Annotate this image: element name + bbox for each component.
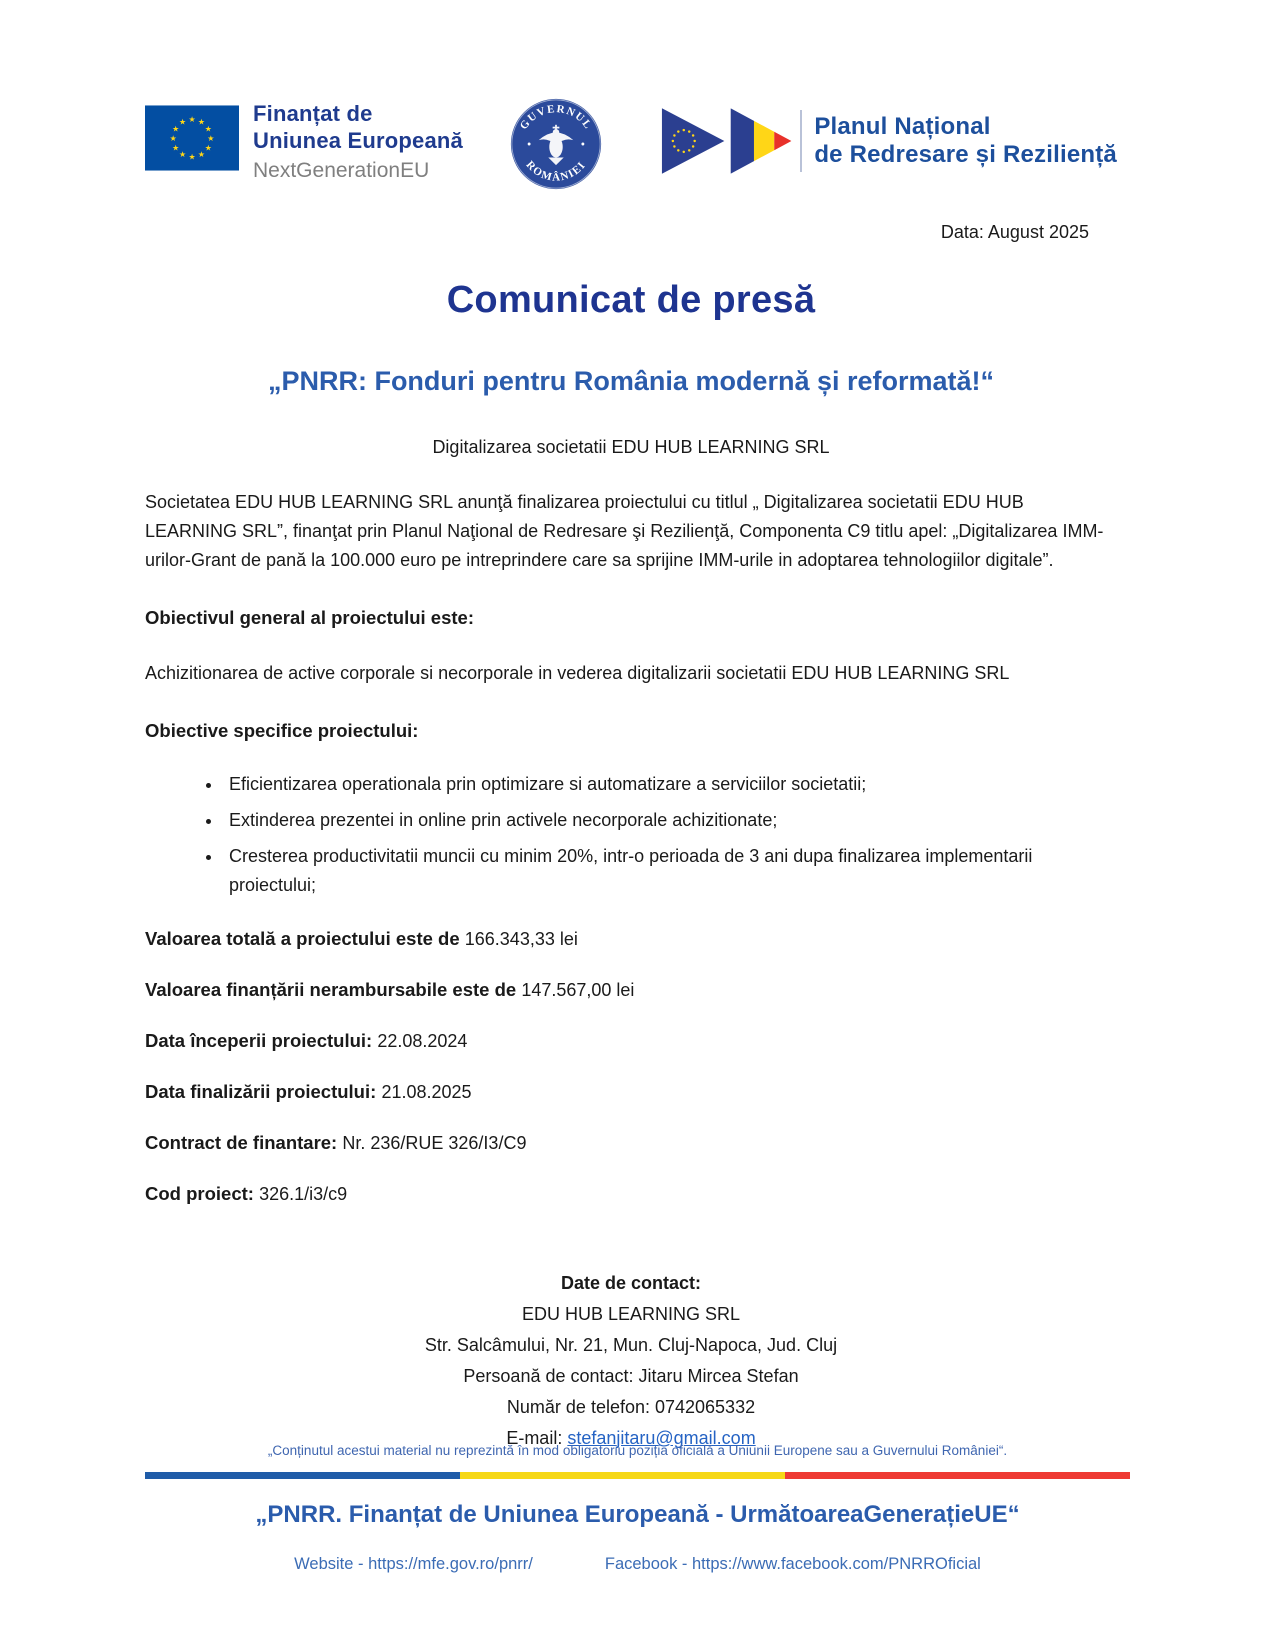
pnrr-arrows-icon (648, 102, 796, 180)
svg-text:★: ★ (179, 117, 187, 127)
contact-person: Persoană de contact: Jitaru Mircea Stefan (463, 1366, 799, 1386)
seal-top-text: GUVERNUL (517, 103, 594, 132)
svg-text:★: ★ (179, 150, 187, 160)
tricolor-divider (145, 1472, 1130, 1479)
eu-funding-label (253, 96, 463, 184)
svg-text:★: ★ (204, 124, 212, 134)
eu-funding-line2: Uniunea Europeană (253, 128, 463, 153)
tricolor-yellow-segment (460, 1472, 785, 1479)
pnrr-logo-label (814, 113, 1117, 169)
press-release-title: Comunicat de presă (446, 279, 816, 321)
eu-funding-logo (145, 96, 463, 184)
footer (0, 1443, 1275, 1574)
project-title: Digitalizarea societatii EDU HUB LEARNING SRL (432, 437, 830, 457)
detail-row (145, 927, 1117, 951)
detail-value: 22.08.2024 (377, 1031, 468, 1051)
website-link[interactable]: Website - https://mfe.gov.ro/pnrr/ (294, 1555, 533, 1573)
detail-value: 21.08.2025 (381, 1082, 472, 1102)
detail-label: Data finalizării proiectului: (145, 1081, 377, 1102)
objective-bullet-item: • Extinderea prezentei in online prin activele necorporale achizitionate; (223, 806, 1117, 835)
intro-paragraph: Societatea EDU HUB LEARNING SRL anunţă finalizarea proiectului cu titlul „ Digitalizarea societatii EDU HUB LEARNING SRL”, finanţat prin Planul Naţional de Redresare şi Rezilienţă, Componenta C9 titlu apel: „Digitalizarea IMM-urilor-Grant de pană la 100.000 euro pe intreprindere care sa sprijine IMM-urile in adoptarea tehnologiilor digitale”. (145, 492, 1104, 570)
svg-text:★: ★ (169, 133, 177, 143)
contact-company: EDU HUB LEARNING SRL (521, 1304, 741, 1324)
svg-text:★: ★ (188, 115, 196, 125)
detail-value: 166.343,33 lei (464, 929, 578, 949)
detail-row (145, 1029, 1117, 1053)
svg-text:★: ★ (172, 143, 180, 153)
objective-bullet-list (145, 770, 1117, 900)
detail-value: 147.567,00 lei (521, 980, 635, 1000)
detail-row (145, 1131, 1117, 1155)
detail-row (145, 1080, 1117, 1104)
objective-bullet-item: • Cresterea productivitatii muncii cu minim 20%, intr-o perioada de 3 ani dupa finalizarea implementarii proiectului; (223, 842, 1117, 900)
detail-row (145, 1182, 1117, 1206)
specific-objectives-heading: Obiective specifice proiectului: (145, 720, 419, 741)
pnrr-label-line1: Planul Național (814, 113, 991, 140)
detail-value: 326.1/i3/c9 (259, 1184, 348, 1204)
svg-text:★: ★ (172, 124, 180, 134)
seal-bottom-text: ROMÂNIEI (523, 158, 589, 184)
footer-links-row (0, 1555, 1275, 1574)
svg-text:★: ★ (197, 150, 205, 160)
tricolor-red-segment (785, 1472, 1130, 1479)
footer-disclaimer: „Conținutul acestui material nu reprezintă în mod obligatoriu poziția oficială a Uniunii Europene sau a Guvernului României“. (267, 1443, 1008, 1458)
facebook-link[interactable]: Facebook - https://www.facebook.com/PNRROficial (604, 1555, 981, 1573)
eu-funding-line1: Finanțat de (253, 101, 373, 126)
contact-block (145, 1268, 1117, 1454)
contact-address: Str. Salcâmului, Nr. 21, Mun. Cluj-Napoca, Jud. Cluj (424, 1335, 838, 1355)
detail-label: Valoarea totală a proiectului este de (145, 928, 460, 949)
objective-bullet-item: • Eficientizarea operationala prin optimizare si automatizare a serviciilor societatii; (223, 770, 1117, 799)
svg-text:★: ★ (197, 117, 205, 127)
nextgeneration-label: NextGenerationEU (253, 159, 430, 182)
objective-text: Achizitionarea de active corporale si necorporale in vederea digitalizarii societatii EDU HUB LEARNING SRL (145, 663, 1010, 683)
email-link[interactable]: stefanjitaru@gmail.com (567, 1428, 756, 1448)
header-logo-row (145, 96, 1117, 196)
contact-phone: Număr de telefon: 0742065332 (506, 1397, 756, 1417)
objective-heading: Obiectivul general al proiectului este: (145, 607, 474, 628)
tricolor-blue-segment (145, 1472, 460, 1479)
pnrr-label-line2: de Redresare și Reziliență (814, 141, 1117, 168)
press-release-subtitle: „PNRR: Fonduri pentru România modernă și reformată!“ (267, 366, 995, 396)
detail-label: Data începerii proiectului: (145, 1030, 373, 1051)
pnrr-logo (648, 102, 1117, 180)
detail-row (145, 978, 1117, 1002)
detail-label: Cod proiect: (145, 1183, 254, 1204)
svg-text:★: ★ (204, 143, 212, 153)
eu-flag-icon (145, 96, 239, 180)
svg-text:★: ★ (207, 133, 215, 143)
email-label: E-mail: (506, 1428, 563, 1448)
detail-value: Nr. 236/RUE 326/I3/C9 (342, 1133, 527, 1153)
gov-romania-seal-icon (508, 96, 604, 192)
contact-heading: Date de contact: (560, 1273, 702, 1293)
detail-label: Contract de finantare: (145, 1132, 338, 1153)
svg-text:★: ★ (188, 152, 196, 162)
pnrr-logo-divider (800, 110, 802, 172)
footer-slogan: „PNRR. Finanțat de Uniunea Europeană - UrmătoareaGenerațieUE“ (255, 1501, 1020, 1528)
detail-label: Valoarea finanțării nerambursabile este de (145, 979, 517, 1000)
date-line: Data: August 2025 (940, 222, 1089, 242)
